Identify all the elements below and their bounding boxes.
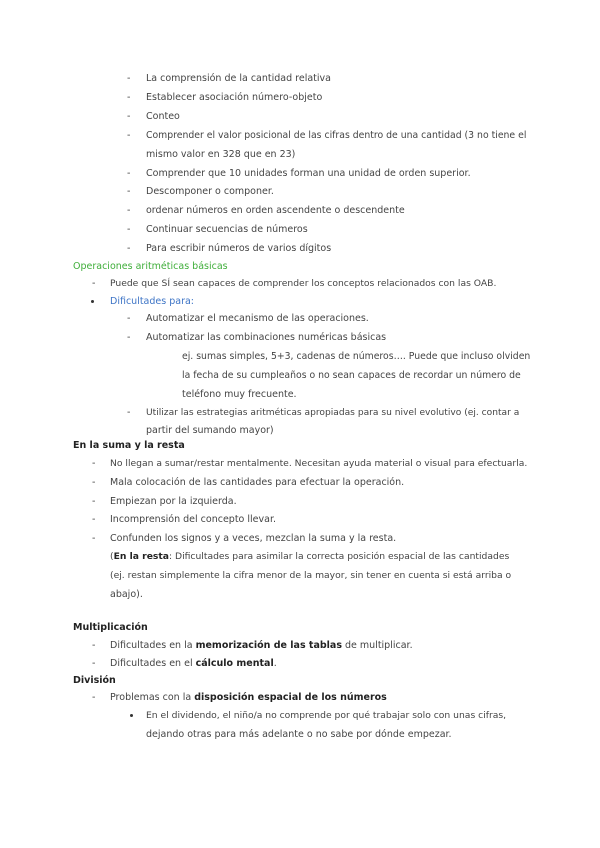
list-item [110,640,413,652]
note-paren: ( [110,551,114,562]
dash-marker: - [92,477,96,488]
dash-marker: - [127,186,131,197]
operations-heading: Operaciones aritméticas básicas [73,261,228,272]
list-item-continuation: dejando otras para más adelante o no sabe por dónde empezar. [146,729,452,740]
dash-marker: - [127,73,131,84]
item-text: . [273,658,277,669]
item-text: Problemas con la [110,692,195,703]
example-line: la fecha de su cumpleaños o no sean capaces de recordar un número de [182,370,521,381]
dash-marker: - [127,243,131,254]
division-heading: División [73,675,116,686]
dash-marker: - [127,168,131,179]
list-item: En el dividendo, el niño/a no comprende por qué trabajar solo con unas cifras, [146,710,507,721]
list-item: Empiezan por la izquierda. [110,496,237,507]
list-item: Incomprensión del concepto llevar. [110,514,277,525]
dash-marker: - [127,130,131,141]
dash-marker: - [92,658,96,669]
dash-marker: - [127,92,131,103]
dash-marker: - [127,313,131,324]
list-item: Descomponer o componer. [146,186,274,197]
list-item: Para escribir números de varios dígitos [146,243,332,254]
list-item: La comprensión de la cantidad relativa [146,73,331,84]
item-text: Dificultades en el [110,658,196,669]
list-item: Puede que SÍ sean capaces de comprender los conceptos relacionados con las OAB. [110,278,497,289]
difficulties-label: Dificultades para: [110,296,194,307]
list-item [110,692,387,704]
list-item: Establecer asociación número-objeto [146,92,323,103]
subtraction-note [110,551,509,563]
dash-marker: - [92,278,96,289]
list-item: Comprender que 10 unidades forman una unidad de orden superior. [146,168,471,179]
list-item [110,658,277,670]
bullet-dot [91,300,94,303]
bullet-dot [130,714,133,717]
dash-marker: - [127,332,131,343]
note-bold-term: En la resta [113,551,169,562]
subtraction-note-line: (ej. restan simplemente la cifra menor de la mayor, sin tener en cuenta si está arriba o [110,570,512,581]
dash-marker: - [127,111,131,122]
item-text: Dificultades en la [110,640,196,651]
note-text: : Dificultades para asimilar la correcta posición espacial de las cantidades [168,551,510,562]
dash-marker: - [92,496,96,507]
example-line: teléfono muy frecuente. [182,389,297,400]
example-line: ej. sumas simples, 5+3, cadenas de números…. Puede que incluso olviden [182,351,531,362]
list-item-continuation: mismo valor en 328 que en 23) [146,149,296,160]
dash-marker: - [92,514,96,525]
list-item: Comprender el valor posicional de las cifras dentro de una cantidad (3 no tiene el [146,130,527,141]
list-item: Confunden los signos y a veces, mezclan la suma y la resta. [110,533,397,544]
list-item: Conteo [146,111,180,122]
list-item-continuation: partir del sumando mayor) [146,425,274,436]
list-item: Continuar secuencias de números [146,224,308,235]
dash-marker: - [127,205,131,216]
item-bold-term: disposición espacial de los números [194,692,387,703]
list-item: Utilizar las estrategias aritméticas apropiadas para su nivel evolutivo (ej. contar a [146,408,520,418]
addition-heading: En la suma y la resta [73,440,185,451]
subtraction-note-line: abajo). [110,589,143,600]
dash-marker: - [127,407,131,418]
dash-marker: - [92,692,96,703]
item-text: de multiplicar. [341,640,413,651]
dash-marker: - [92,640,96,651]
list-item: Mala colocación de las cantidades para efectuar la operación. [110,477,405,488]
list-item: No llegan a sumar/restar mentalmente. Necesitan ayuda material o visual para efectuarla. [110,458,528,469]
item-bold-term: memorización de las tablas [195,640,342,651]
multiplication-heading: Multiplicación [73,622,148,633]
list-item: Automatizar las combinaciones numéricas básicas [146,332,387,343]
item-bold-term: cálculo mental [195,658,274,669]
list-item: ordenar números en orden ascendente o descendente [146,205,405,216]
dash-marker: - [127,224,131,235]
dash-marker: - [92,458,96,469]
list-item: Automatizar el mecanismo de las operaciones. [146,313,369,324]
dash-marker: - [92,533,96,544]
